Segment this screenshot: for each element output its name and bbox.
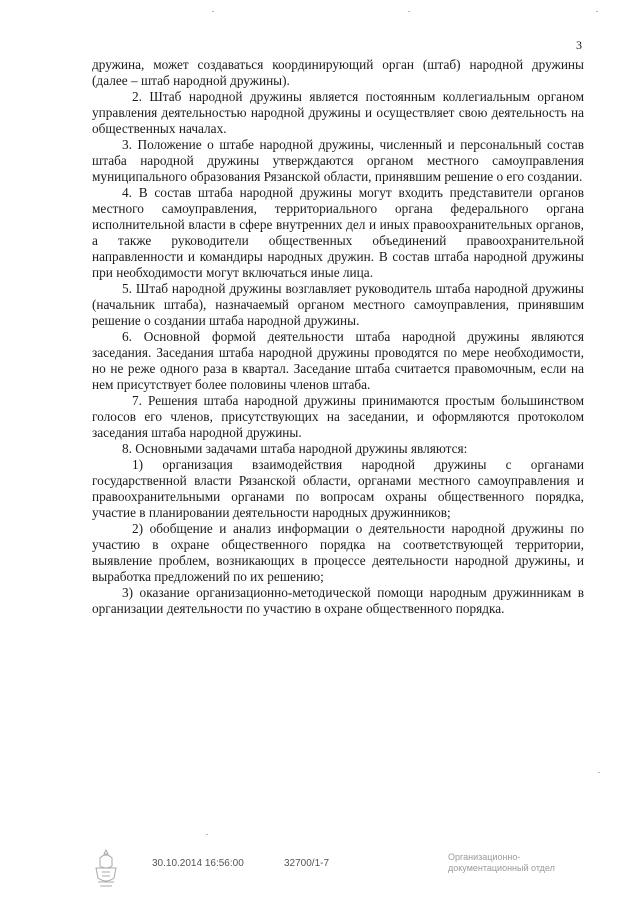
stamp-line-2: документационный отдел [448, 863, 555, 873]
department-stamp [448, 852, 555, 874]
list-item-1: 1) организация взаимодействия народной дружины с органами государственной власти Рязанской области, органами местного самоуправления и правоохранительными органами по вопросам охраны общественного порядка, участие в планировании деятельности народных дружинников; [92, 457, 584, 520]
paragraph-5: 5. Штаб народной дружины возглавляет руководитель штаба народной дружины (начальник штаба), назначаемый органом местного самоуправления, принявшим решение о создании штаба народной дружины. [92, 281, 584, 328]
footer-timestamp: 30.10.2014 16:56:00 [152, 858, 244, 869]
list-item-2: 2) обобщение и анализ информации о деятельности народной дружины по участию в охране общественного порядка на соответствующей территории, выявление проблем, возникающих в процессе деятельности народной дружины, и выработка предложений по их решению; [92, 521, 584, 584]
stamp-line-1: Организационно- [448, 852, 521, 862]
paragraph-7: 7. Решения штаба народной дружины принимаются простым большинством голосов его членов, присутствующих на заседании, и оформляются протоколом заседания штаба народной дружины. [92, 393, 584, 440]
paragraph-6: 6. Основной формой деятельности штаба народной дружины являются заседания. Заседания штаба народной дружины проводятся по мере необходимости, но не реже одного раза в квартал. Заседание штаба считается правомочным, если на нем присутствует более половины членов штаба. [92, 329, 584, 392]
document-body [92, 57, 584, 617]
scan-speck [408, 11, 410, 12]
scan-speck [206, 834, 208, 835]
footer-document-number: 32700/1-7 [284, 858, 330, 869]
page-number: 3 [576, 38, 582, 52]
paragraph-2: 2. Штаб народной дружины является постоянным коллегиальным органом управления деятельностью народной дружины и осуществляет свою деятельность на общественных началах. [92, 89, 584, 136]
scan-speck [596, 11, 598, 12]
paragraph-4: 4. В состав штаба народной дружины могут входить представители органов местного самоуправления, территориального органа федерального органа исполнительной власти в сфере внутренних дел и иных правоохранительных органов, а также руководители общественных объединений правоохранительной направленности и командиры народных дружин. В состав штаба народной дружины при необходимости могут включаться иные лица. [92, 185, 584, 280]
coat-of-arms-icon [92, 848, 120, 888]
paragraph-8: 8. Основными задачами штаба народной дружины являются: [122, 441, 468, 456]
scan-speck [212, 11, 214, 12]
paragraph-continuation: дружина, может создаваться координирующий орган (штаб) народной дружины (далее – штаб народной дружины). [92, 57, 584, 88]
paragraph-3: 3. Положение о штабе народной дружины, численный и персональный состав штаба народной дружины утверждаются органом местного самоуправления муниципального образования Рязанской области, принявшим решение о его создании. [92, 137, 584, 184]
list-item-3: 3) оказание организационно-методической помощи народным дружинникам в организации деятельности по участию в охране общественного порядка. [92, 585, 584, 616]
scan-speck [598, 772, 600, 773]
